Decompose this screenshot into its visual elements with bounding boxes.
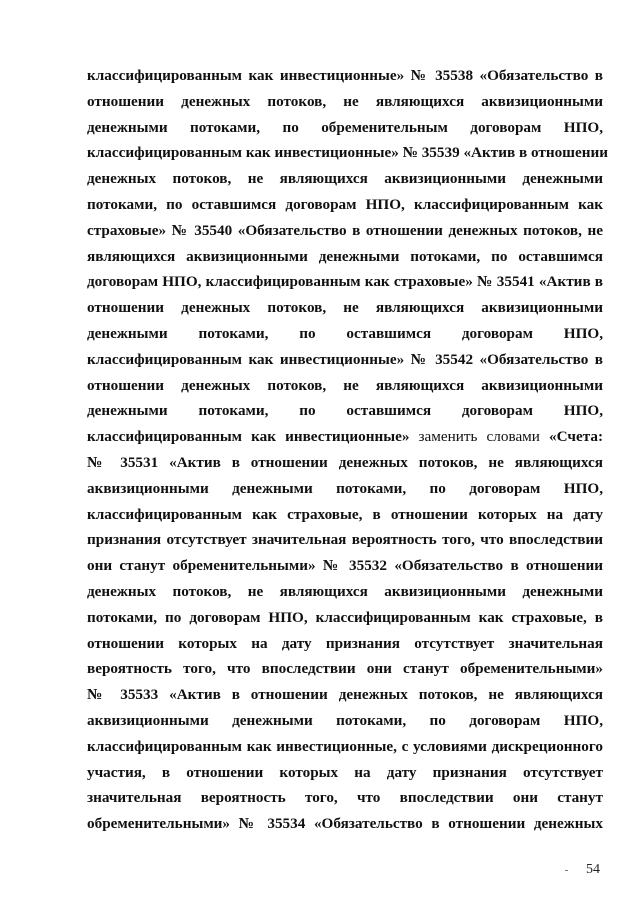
text-line: отношении которых на дату признания отсутствует значительная: [87, 634, 603, 652]
text-line: аквизиционными денежными потоками, по договорам НПО,: [87, 479, 603, 497]
text-line: денежными потоками, по оставшимся договорам НПО,: [87, 324, 603, 342]
text-line: классифицированным как инвестиционные» № 35538 «Обязательство в: [87, 67, 603, 84]
text-line: договорам НПО, классифицированным как страховые» № 35541 «Актив в: [87, 273, 603, 291]
text-line: потоками, по оставшимся договорам НПО, классифицированным как: [87, 195, 603, 213]
text-line: страховые» № 35540 «Обязательство в отношении денежных потоков, не: [87, 221, 603, 239]
text-line: денежных потоков, не являющихся аквизиционными денежными: [87, 582, 603, 600]
text-segment-bold: «Счета:: [549, 428, 603, 446]
text-segment-bold: классифицированным как инвестиционные»: [87, 428, 410, 446]
text-line: денежными потоками, по обременительным договорам НПО,: [87, 118, 603, 136]
text-line-mixed: [87, 424, 603, 450]
text-line: они станут обременительными» № 35532 «Обязательство в отношении: [87, 557, 603, 575]
text-line: № 35531 «Актив в отношении денежных потоков, не являющихся: [87, 453, 603, 471]
text-line: аквизиционными денежными потоками, по договорам НПО,: [87, 711, 603, 729]
text-line: денежных потоков, не являющихся аквизиционными денежными: [87, 170, 603, 188]
text-line: отношении денежных потоков, не являющихся аквизиционными: [87, 376, 603, 394]
text-line: классифицированным как инвестиционные» № 35539 «Актив в отношении: [87, 144, 609, 162]
text-line: признания отсутствует значительная вероятность того, что впоследствии: [87, 531, 603, 549]
text-line: № 35533 «Актив в отношении денежных потоков, не являющихся: [87, 686, 603, 704]
text-line: денежными потоками, по оставшимся договорам НПО,: [87, 402, 603, 420]
text-line: отношении денежных потоков, не являющихся аквизиционными: [87, 299, 603, 317]
document-body: [87, 63, 609, 837]
text-line: вероятность того, что впоследствии они станут обременительными»: [87, 660, 603, 678]
text-line: значительная вероятность того, что впоследствии они станут: [87, 789, 603, 807]
text-line: являющихся аквизиционными денежными потоками, по оставшимся: [87, 247, 603, 265]
text-line: классифицированным как инвестиционные, с условиями дискреционного: [87, 737, 603, 755]
text-line: классифицированным как инвестиционные» № 35542 «Обязательство в: [87, 350, 603, 368]
text-line: отношении денежных потоков, не являющихся аквизиционными: [87, 92, 603, 110]
text-line: потоками, по договорам НПО, классифицированным как страховые, в: [87, 608, 603, 626]
text-segment-regular: заменить словами: [409, 428, 550, 446]
text-line: классифицированным как страховые, в отношении которых на дату: [87, 505, 603, 523]
text-line: участия, в отношении которых на дату признания отсутствует: [87, 763, 603, 781]
text-line: обременительными» № 35534 «Обязательство в отношении денежных: [87, 815, 603, 833]
page-number: 54: [586, 862, 600, 877]
footer-mark: [565, 870, 568, 871]
